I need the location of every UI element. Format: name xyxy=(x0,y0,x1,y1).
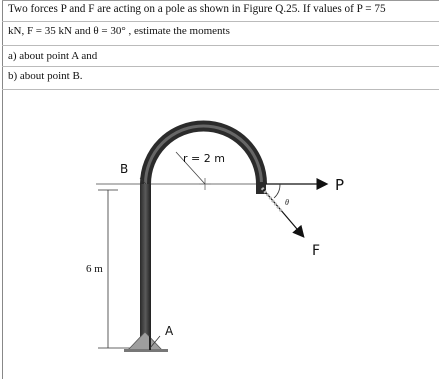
label-theta: θ xyxy=(285,198,289,207)
question-line-2: kN, F = 35 kN and θ = 30° , estimate the moments xyxy=(8,25,230,37)
support-triangle xyxy=(128,332,162,350)
label-point-a: A xyxy=(165,324,174,338)
question-line-1: Two forces P and F are acting on a pole as shown in Figure Q.25. If values of P = 75 xyxy=(8,3,386,15)
label-point-b: B xyxy=(120,162,129,176)
question-part-a: a) about point A and xyxy=(8,50,98,62)
label-force-p: P xyxy=(335,176,345,194)
theta-arc xyxy=(274,184,280,198)
label-force-f: F xyxy=(312,243,321,259)
question-part-b: b) about point B. xyxy=(8,70,83,82)
label-height: 6 m xyxy=(86,263,103,275)
pole-vertical xyxy=(140,184,151,348)
label-radius: r = 2 m xyxy=(183,152,225,165)
support-ground xyxy=(124,349,168,352)
